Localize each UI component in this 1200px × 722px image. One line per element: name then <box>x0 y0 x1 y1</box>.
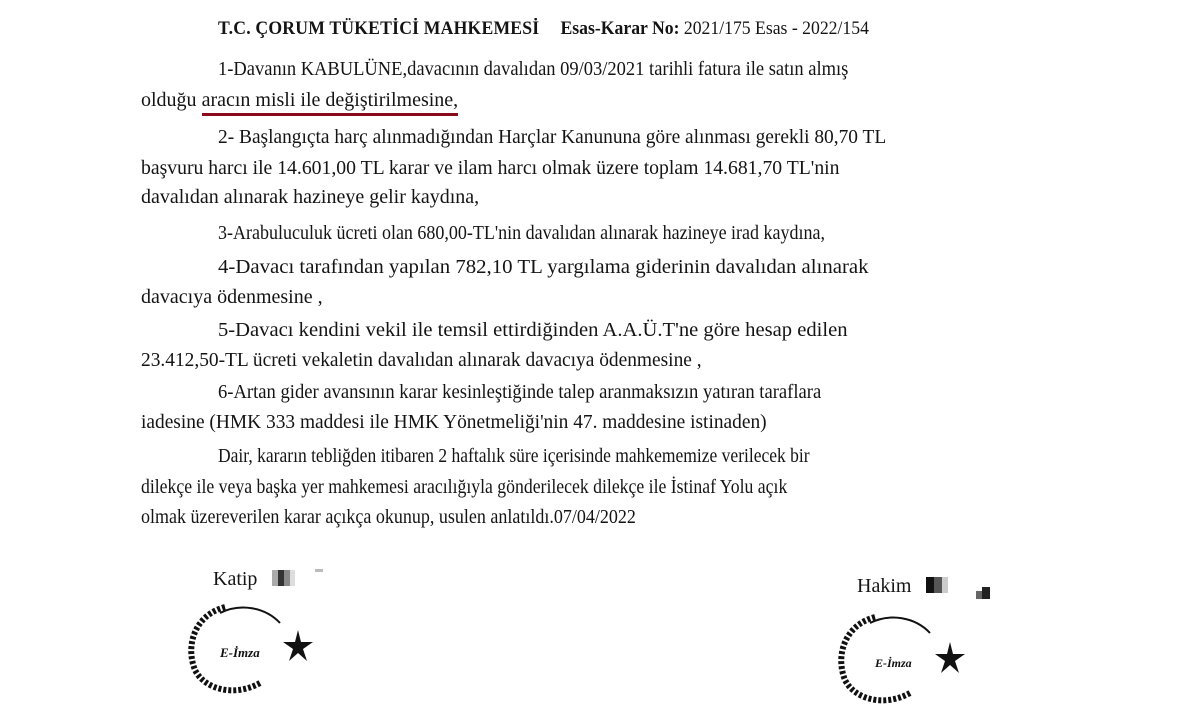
appeal-line-3: olmak üzereverilen karar açıkça okunup, usulen anlatıldı.07/04/2022 <box>141 506 636 528</box>
judge-label: Hakim <box>857 575 912 597</box>
seal-text: E-İmza <box>220 645 260 660</box>
case-number-label: Esas-Karar No: <box>560 18 680 39</box>
redacted-name <box>272 569 323 592</box>
item-4-line-2: davacıya ödenmesine , <box>141 286 323 308</box>
item-1-line-1: 1-Davanın KABULÜNE,davacının davalıdan 09/03/2021 tarihli fatura ile satın almış <box>218 58 849 80</box>
appeal-line-2: dilekçe ile veya başka yer mahkemesi aracılığıyla gönderilecek dilekçe ile İstinaf Yolu açık <box>141 476 788 498</box>
case-number-value: 2021/175 Esas - 2022/154 <box>683 18 869 39</box>
item-2-line-3: davalıdan alınarak hazineye gelir kaydına, <box>141 186 480 208</box>
highlighted-text: aracın misli ile değiştirilmesine, <box>202 89 459 116</box>
item-4-line-1: 4-Davacı tarafından yapılan 782,10 TL yargılama giderinin davalıdan alınarak <box>218 256 869 278</box>
seal-text: E-İmza <box>875 656 912 670</box>
item-6-line-1: 6-Artan gider avansının karar kesinleştiğinde talep aranmaksızın yatıran taraflara <box>218 381 822 403</box>
e-signature-seal-icon <box>830 605 970 710</box>
court-name: T.C. ÇORUM TÜKETİCİ MAHKEMESİ <box>218 18 540 39</box>
item-6-line-2: iadesine (HMK 333 maddesi ile HMK Yönetmeliği'nin 47. maddesine istinaden) <box>141 411 767 433</box>
item-1-line-2 <box>141 88 458 112</box>
clerk-label: Katip <box>213 568 258 590</box>
item-1-line-2-prefix: olduğu <box>141 89 202 111</box>
item-5-line-1: 5-Davacı kendini vekil ile temsil ettirdiğinden A.A.Ü.T'ne göre hesap edilen <box>218 319 848 341</box>
item-2-line-1: 2- Başlangıçta harç alınmadığından Harçlar Kanununa göre alınması gerekli 80,70 TL <box>218 126 887 148</box>
document-header <box>218 18 869 40</box>
redacted-name <box>926 576 990 599</box>
item-2-line-2: başvuru harcı ile 14.601,00 TL karar ve ilam harcı olmak üzere toplam 14.681,70 TL'nin <box>141 157 840 179</box>
e-signature-seal-icon <box>180 595 320 700</box>
clerk-signature <box>213 568 323 592</box>
item-3-line-1: 3-Arabuluculuk ücreti olan 680,00-TL'nin davalıdan alınarak hazineye irad kaydına, <box>218 222 826 244</box>
judge-signature <box>857 575 990 599</box>
appeal-line-1: Dair, kararın tebliğden itibaren 2 haftalık süre içerisinde mahkememize verilecek bir <box>218 445 810 467</box>
item-5-line-2: 23.412,50-TL ücreti vekaletin davalıdan alınarak davacıya ödenmesine , <box>141 349 702 371</box>
